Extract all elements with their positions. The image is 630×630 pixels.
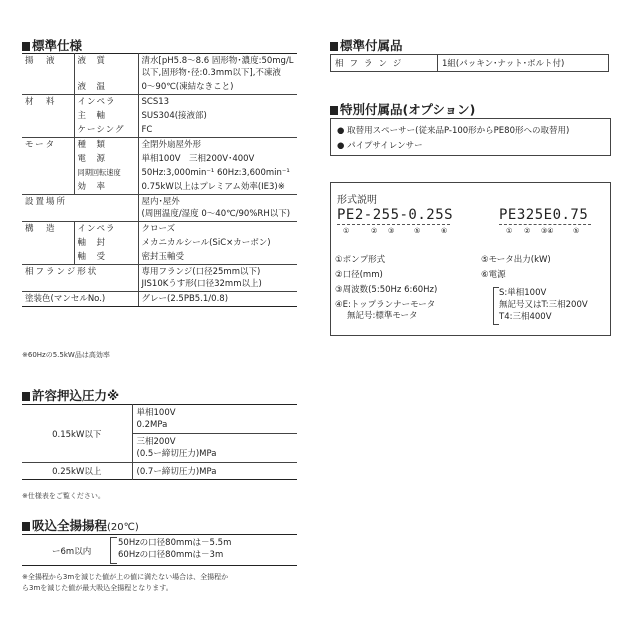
- spec-row: 同期回転速度 50Hz:3,000min⁻¹ 60Hz:3,600min⁻¹: [22, 166, 297, 180]
- suction-title: 吸込全揚揚程(20℃): [22, 516, 139, 534]
- model-title: 形式説明: [337, 195, 377, 206]
- std-spec-title: 標準仕様: [22, 36, 82, 54]
- spec-row: 構 造 インペラ クローズ: [22, 222, 297, 237]
- option-item: ● パイプサイレンサー: [337, 141, 423, 151]
- suction-left: ー6m以内: [52, 547, 92, 557]
- pressure-table: [22, 404, 297, 480]
- suction-footnote: ※全揚程から3mを減じた値が上の値に満たない場合は、全揚程か ら3mを減じた値が最大吸込全揚程となります。: [22, 573, 229, 592]
- spec-row: 塗装色(マンセルNo.) グレー(2.5PB5.1/0.8): [22, 292, 297, 307]
- pressure-row: 三相200V (0.5ー締切圧力)MPa: [22, 434, 297, 463]
- options-box: [330, 118, 611, 156]
- std-acc-table: [330, 54, 609, 72]
- square-bullet-icon: [330, 42, 338, 51]
- underline: [499, 224, 591, 225]
- std-acc-label: 相フランジ: [331, 55, 438, 72]
- spec-row: 材 料 インペラ SCS13: [22, 95, 297, 110]
- std-acc-title: 標準付属品: [330, 36, 403, 54]
- legend-right: ⑤モータ出力(kW) ⑥電源: [481, 255, 551, 280]
- spec-row: モータ 種 類 全閉外扇屋外形: [22, 138, 297, 153]
- pressure-footnote: ※仕様表をご覧ください。: [22, 492, 105, 500]
- spec-row: 設置場所 屋内･屋外 (周囲温度/湿度 0～40℃/90%RH以下): [22, 195, 297, 222]
- spec-row: [22, 54, 297, 81]
- suction-60hz: 60Hzの口径80mmは－3m: [118, 550, 224, 560]
- pressure-title: 許容押込圧力※: [22, 386, 119, 404]
- square-bullet-icon: [22, 522, 30, 531]
- square-bullet-icon: [22, 42, 30, 51]
- spec-row: 相フランジ形状 専用フランジ(口径25mm以下) JIS10Kうす形(口径32mm以上): [22, 265, 297, 292]
- model-example-1: PE2-255-0.25S: [337, 207, 454, 223]
- spec-row: ケーシング FC: [22, 123, 297, 138]
- model-box: 形式説明 PE2-255-0.25S PE325E0.75 ① ② ③ ⑤ ⑥ ① ② ③④ ⑤ ①ポンプ形式 ②口径(mm) ③周波数(5:50Hz 6:60Hz) ④E:トップランナーモータ 無記号:標準モータ ⑤モータ出力(kW) ⑥電源 S:単相100V 無記号又はT:三相200V T4:三相400V: [330, 182, 611, 336]
- std-spec-table: [22, 53, 297, 307]
- spec-footnote: ※60Hzの5.5kW品は高効率: [22, 351, 110, 359]
- std-acc-value: 1組(パッキン･ナット･ボルト付): [438, 55, 609, 72]
- bracket: [110, 537, 117, 564]
- pressure-row: 0.25kW以上 (0.7ー締切圧力)MPa: [22, 463, 297, 480]
- spec-row: 液 温 0～90℃(凍結なきこと): [22, 80, 297, 95]
- legend-left: ①ポンプ形式 ②口径(mm) ③周波数(5:50Hz 6:60Hz) ④E:トップランナーモータ 無記号:標準モータ: [335, 255, 438, 321]
- spec-cat: 揚 液: [22, 54, 74, 81]
- suction-50hz: 50Hzの口径80mmは－5.5m: [118, 538, 232, 548]
- spec-row: 軸 封 メカニカルシール(SiC×カーボン): [22, 236, 297, 250]
- option-item: ● 取替用スペーサー(従来品P-100形からPE80形への取替用): [337, 126, 570, 136]
- model-example-2: PE325E0.75: [499, 207, 589, 223]
- underline: [337, 224, 450, 225]
- pressure-row: 0.15kW以下 単相100V 0.2MPa: [22, 405, 297, 434]
- spec-val: 清水[pH5.8～8.6 固形物･濃度:50mg/L 以下,固形物･径:0.3mm以下],不凍液: [138, 54, 297, 81]
- spec-row: 電 源 単相100V 三相200V･400V: [22, 152, 297, 166]
- spec-sub: 液 質: [74, 54, 138, 81]
- options-title: 特別付属品(オプション): [330, 100, 475, 118]
- spec-row: 効 率 0.75kW以上はプレミアム効率(IE3)※: [22, 180, 297, 195]
- square-bullet-icon: [22, 392, 30, 401]
- suction-table: [22, 534, 297, 566]
- power-list: S:単相100V 無記号又はT:三相200V T4:三相400V: [499, 288, 588, 322]
- square-bullet-icon: [330, 106, 338, 115]
- spec-row: 軸 受 密封玉軸受: [22, 250, 297, 265]
- spec-row: 主 軸 SUS304(接液部): [22, 109, 297, 123]
